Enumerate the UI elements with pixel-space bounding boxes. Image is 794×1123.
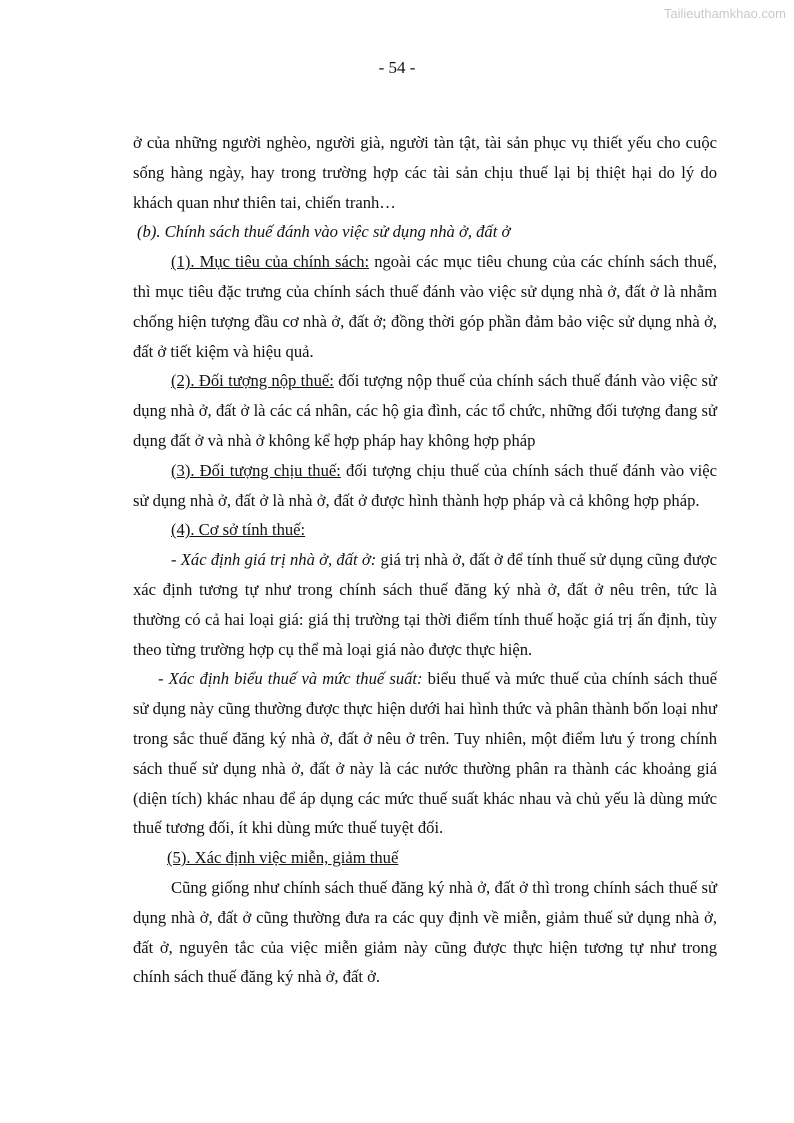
objective-text: ngoài các mục tiêu chung của các chính sách thuế, thì mục tiêu đặc trưng của chính sách thuế đánh vào việc sử dụng nhà ở, đất ở là nhằm chống hiện tượng đầu cơ nhà ở, đất ở; đồng thời góp phần đảm bảo việc sử dụng nhà ở, đất ở tiết kiệm và hiệu quả. [133, 252, 717, 361]
exemption-label: (5). Xác định việc miễn, giảm thuế [167, 848, 399, 868]
paragraph-property-value [133, 545, 717, 664]
taxable-object-text: đối tượng chịu thuế của chính sách thuế đánh vào việc sử dụng nhà ở, đất ở là nhà ở, đất ở được hình thành hợp pháp và cả không hợp pháp. [133, 460, 718, 510]
taxpayer-label: (2). Đối tượng nộp thuế: [171, 371, 334, 391]
taxable-object-label: (3). Đối tượng chịu thuế: [171, 460, 341, 480]
section-heading-b: (b). Chính sách thuế đánh vào việc sử dụng nhà ở, đất ở [137, 222, 511, 242]
page-number: - 54 - [378, 58, 416, 77]
watermark: Tailieuthamkhao.com [663, 6, 786, 21]
objective-label: (1). Mục tiêu của chính sách: [171, 252, 370, 272]
document-body [133, 128, 717, 992]
taxpayer-text: đối tượng nộp thuế của chính sách thuế đánh vào việc sử dụng nhà ở, đất ở là các cá nhân, các hộ gia đình, các tổ chức, những đối tượng đang sử dụng đất ở và nhà ở không kể hợp pháp hay không hợp pháp [133, 371, 717, 450]
paragraph-exemption-text: Cũng giống như chính sách thuế đăng ký nhà ở, đất ở thì trong chính sách thuế sử dụng nhà ở, đất ở cũng thường đưa ra các quy định về miễn, giảm thuế sử dụng nhà ở, đất ở, nguyên tắc của việc miễn giảm này cũng được thực hiện tương tự như trong chính sách thuế đăng ký nhà ở, đất ở. [133, 877, 717, 987]
paragraph-taxable-object [133, 456, 717, 516]
paragraph-tax-basis-heading [133, 515, 717, 545]
paragraph-tax-rate [133, 664, 717, 843]
intro-paragraph: ở của những người nghèo, người già, người tàn tật, tài sản phục vụ thiết yếu cho cuộc sống hàng ngày, hay trong trường hợp các tài sản chịu thuế lại bị thiệt hại do lý do khách quan như thiên tai, chiến tranh… [133, 133, 717, 212]
paragraph-taxpayer [133, 366, 717, 455]
tax-basis-label: (4). Cơ sở tính thuế: [171, 520, 306, 540]
tax-rate-label: - Xác định biểu thuế và mức thuế suất: [158, 669, 423, 689]
paragraph-objective [133, 247, 717, 366]
paragraph-exemption-heading [133, 843, 717, 873]
tax-rate-text: biểu thuế và mức thuế của chính sách thuế sử dụng này cũng thường được thực hiện dưới hai hình thức và phân thành bốn loại như trong sắc thuế đăng ký nhà ở, đất ở nêu ở trên. Tuy nhiên, một điểm lưu ý trong chính sách thuế sử dụng nhà ở, đất ở này là các nước thường phân ra thành các khoảng giá (diện tích) khác nhau để áp dụng các mức thuế suất khác nhau và chủ yếu là dùng mức thuế tương đối, ít khi dùng mức thuế tuyệt đối. [133, 669, 718, 838]
property-value-label: - Xác định giá trị nhà ở, đất ở: [171, 550, 377, 570]
property-value-text: giá trị nhà ở, đất ở để tính thuế sử dụng cũng được xác định tương tự như trong chính sách thuế đăng ký nhà ở, đất ở nêu trên, tức là thường có cả hai loại giá: giá thị trường tại thời điểm tính thuế hoặc giá trị ấn định, tùy theo từng trường hợp cụ thể mà loại giá nào được thực hiện. [133, 550, 717, 659]
